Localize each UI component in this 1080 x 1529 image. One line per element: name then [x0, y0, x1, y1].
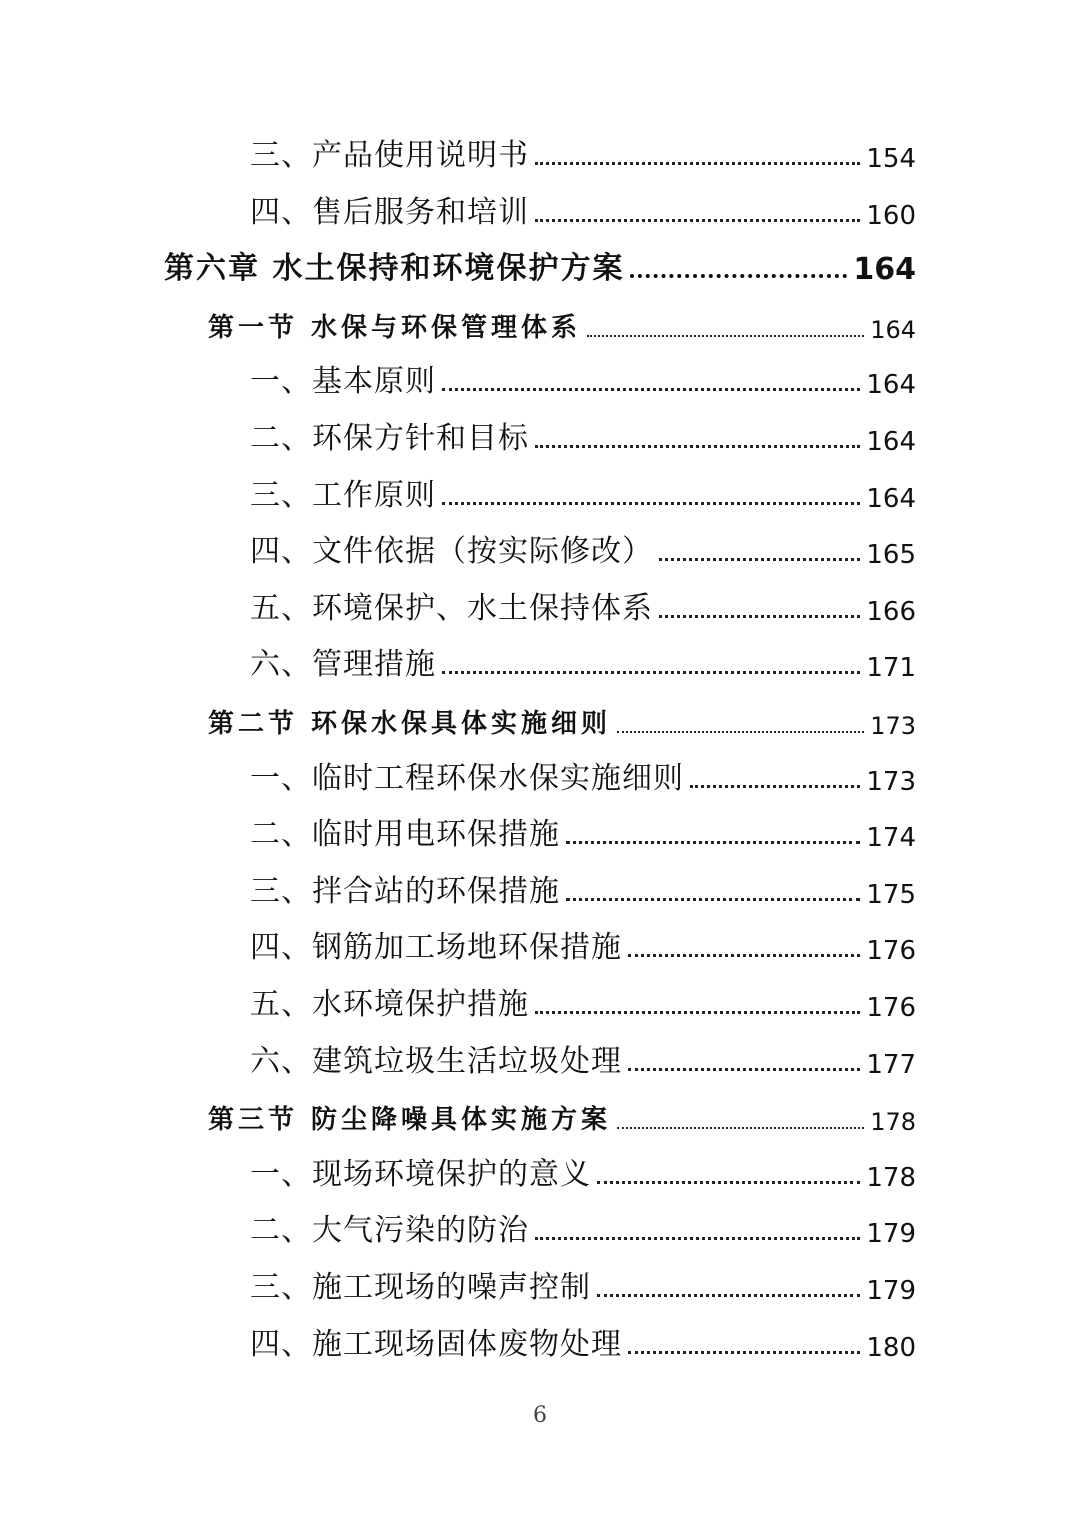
- toc-entry: [250, 187, 916, 231]
- toc-leader-dots: [535, 162, 860, 165]
- toc-entry-title: 六、建筑垃圾生活垃圾处理: [250, 1044, 622, 1079]
- toc-entry-page: 165: [866, 540, 916, 570]
- toc-entry-title: 一、基本原则: [250, 364, 436, 399]
- toc-entry-title: 一、临时工程环保水保实施细则: [250, 761, 684, 796]
- toc-entry-page: 164: [853, 252, 916, 287]
- toc-entry-page: 180: [866, 1333, 916, 1363]
- toc-entry-title: 四、施工现场固体废物处理: [250, 1327, 622, 1362]
- toc-leader-dots: [597, 1181, 860, 1184]
- toc-leader-dots: [442, 502, 860, 505]
- toc-entry-title: 四、文件依据（按实际修改）: [250, 534, 653, 569]
- toc-entry-page: 174: [866, 823, 916, 853]
- toc-leader-dots: [442, 388, 860, 391]
- toc-entry: [250, 1149, 916, 1193]
- toc-leader-dots: [659, 558, 860, 561]
- toc-entry-page: 154: [866, 144, 916, 174]
- toc-entry: [250, 979, 916, 1023]
- toc-leader-dots: [535, 1237, 860, 1240]
- toc-leader-dots: [659, 615, 860, 618]
- toc-leader-dots: [617, 731, 864, 733]
- toc-entry-page: 164: [866, 427, 916, 457]
- toc-entry-page: 179: [866, 1276, 916, 1306]
- toc-entry: [250, 526, 916, 570]
- toc-leader-dots: [535, 445, 860, 448]
- toc-entry: [250, 356, 916, 400]
- toc-entry: [164, 243, 916, 287]
- toc-entry-title: 六、管理措施: [250, 647, 436, 682]
- toc-leader-dots: [566, 898, 860, 901]
- toc-entry-title: 四、售后服务和培训: [250, 195, 529, 230]
- toc-leader-dots: [566, 841, 860, 844]
- toc-entry-page: 177: [866, 1050, 916, 1080]
- toc-entry-page: 178: [870, 1108, 916, 1136]
- toc-leader-dots: [617, 1127, 864, 1129]
- toc-entry-title: 三、产品使用说明书: [250, 138, 529, 173]
- toc-entry: [250, 866, 916, 910]
- toc-leader-dots: [535, 1011, 860, 1014]
- toc-entry-page: 164: [866, 370, 916, 400]
- toc-entry: [250, 1319, 916, 1363]
- toc-entry-page: 176: [866, 993, 916, 1023]
- toc-entry-title: 四、钢筋加工场地环保措施: [250, 930, 622, 965]
- toc-entry: [250, 1205, 916, 1249]
- page-number: 6: [533, 1403, 547, 1428]
- toc-entry-title: 二、环保方针和目标: [250, 421, 529, 456]
- toc-entry-title: 三、拌合站的环保措施: [250, 874, 560, 909]
- toc-leader-dots: [597, 1294, 860, 1297]
- toc-entry: [250, 639, 916, 683]
- toc-entry-title: 第三节 防尘降噪具体实施方案: [208, 1105, 612, 1135]
- toc-entry-page: 176: [866, 936, 916, 966]
- toc-entry: [208, 300, 916, 344]
- toc-entry: [250, 130, 916, 174]
- toc-entry-page: 175: [866, 880, 916, 910]
- toc-entry: [250, 583, 916, 627]
- toc-entry: [250, 922, 916, 966]
- toc-entry-page: 173: [870, 712, 916, 740]
- toc-leader-dots: [628, 954, 860, 957]
- toc-entry-title: 二、大气污染的防治: [250, 1213, 529, 1248]
- toc-entry-title: 第二节 环保水保具体实施细则: [208, 709, 612, 739]
- toc-entry: [250, 413, 916, 457]
- toc-leader-dots: [628, 1068, 860, 1071]
- toc-entry-page: 160: [866, 201, 916, 231]
- toc-entry-page: 173: [866, 767, 916, 797]
- toc-entry-page: 166: [866, 597, 916, 627]
- toc-entry: [250, 753, 916, 797]
- toc-entry: [250, 1262, 916, 1306]
- toc-leader-dots: [587, 335, 864, 337]
- toc-entry: [250, 1036, 916, 1080]
- toc-entry: [250, 809, 916, 853]
- toc-entry: [208, 1092, 916, 1136]
- toc-entry-title: 第一节 水保与环保管理体系: [208, 313, 582, 343]
- toc-entry-title: 第六章 水土保持和环境保护方案: [164, 251, 625, 286]
- toc-leader-dots: [442, 671, 860, 674]
- toc-leader-dots: [535, 219, 860, 222]
- toc-entry-title: 五、水环境保护措施: [250, 987, 529, 1022]
- toc-entry: [250, 470, 916, 514]
- toc-entry-page: 179: [866, 1219, 916, 1249]
- toc-leader-dots: [628, 1351, 860, 1354]
- toc-entry-title: 三、施工现场的噪声控制: [250, 1270, 591, 1305]
- toc-leader-dots: [630, 274, 847, 278]
- toc-entry-page: 171: [866, 653, 916, 683]
- toc-entry-title: 一、现场环境保护的意义: [250, 1157, 591, 1192]
- toc-entry-title: 五、环境保护、水土保持体系: [250, 591, 653, 626]
- toc-entry-title: 二、临时用电环保措施: [250, 817, 560, 852]
- toc-entry-title: 三、工作原则: [250, 478, 436, 513]
- toc-entry-page: 164: [866, 484, 916, 514]
- toc-entry: [208, 696, 916, 740]
- toc-leader-dots: [690, 785, 860, 788]
- toc-entry-page: 164: [870, 316, 916, 344]
- toc-entry-page: 178: [866, 1163, 916, 1193]
